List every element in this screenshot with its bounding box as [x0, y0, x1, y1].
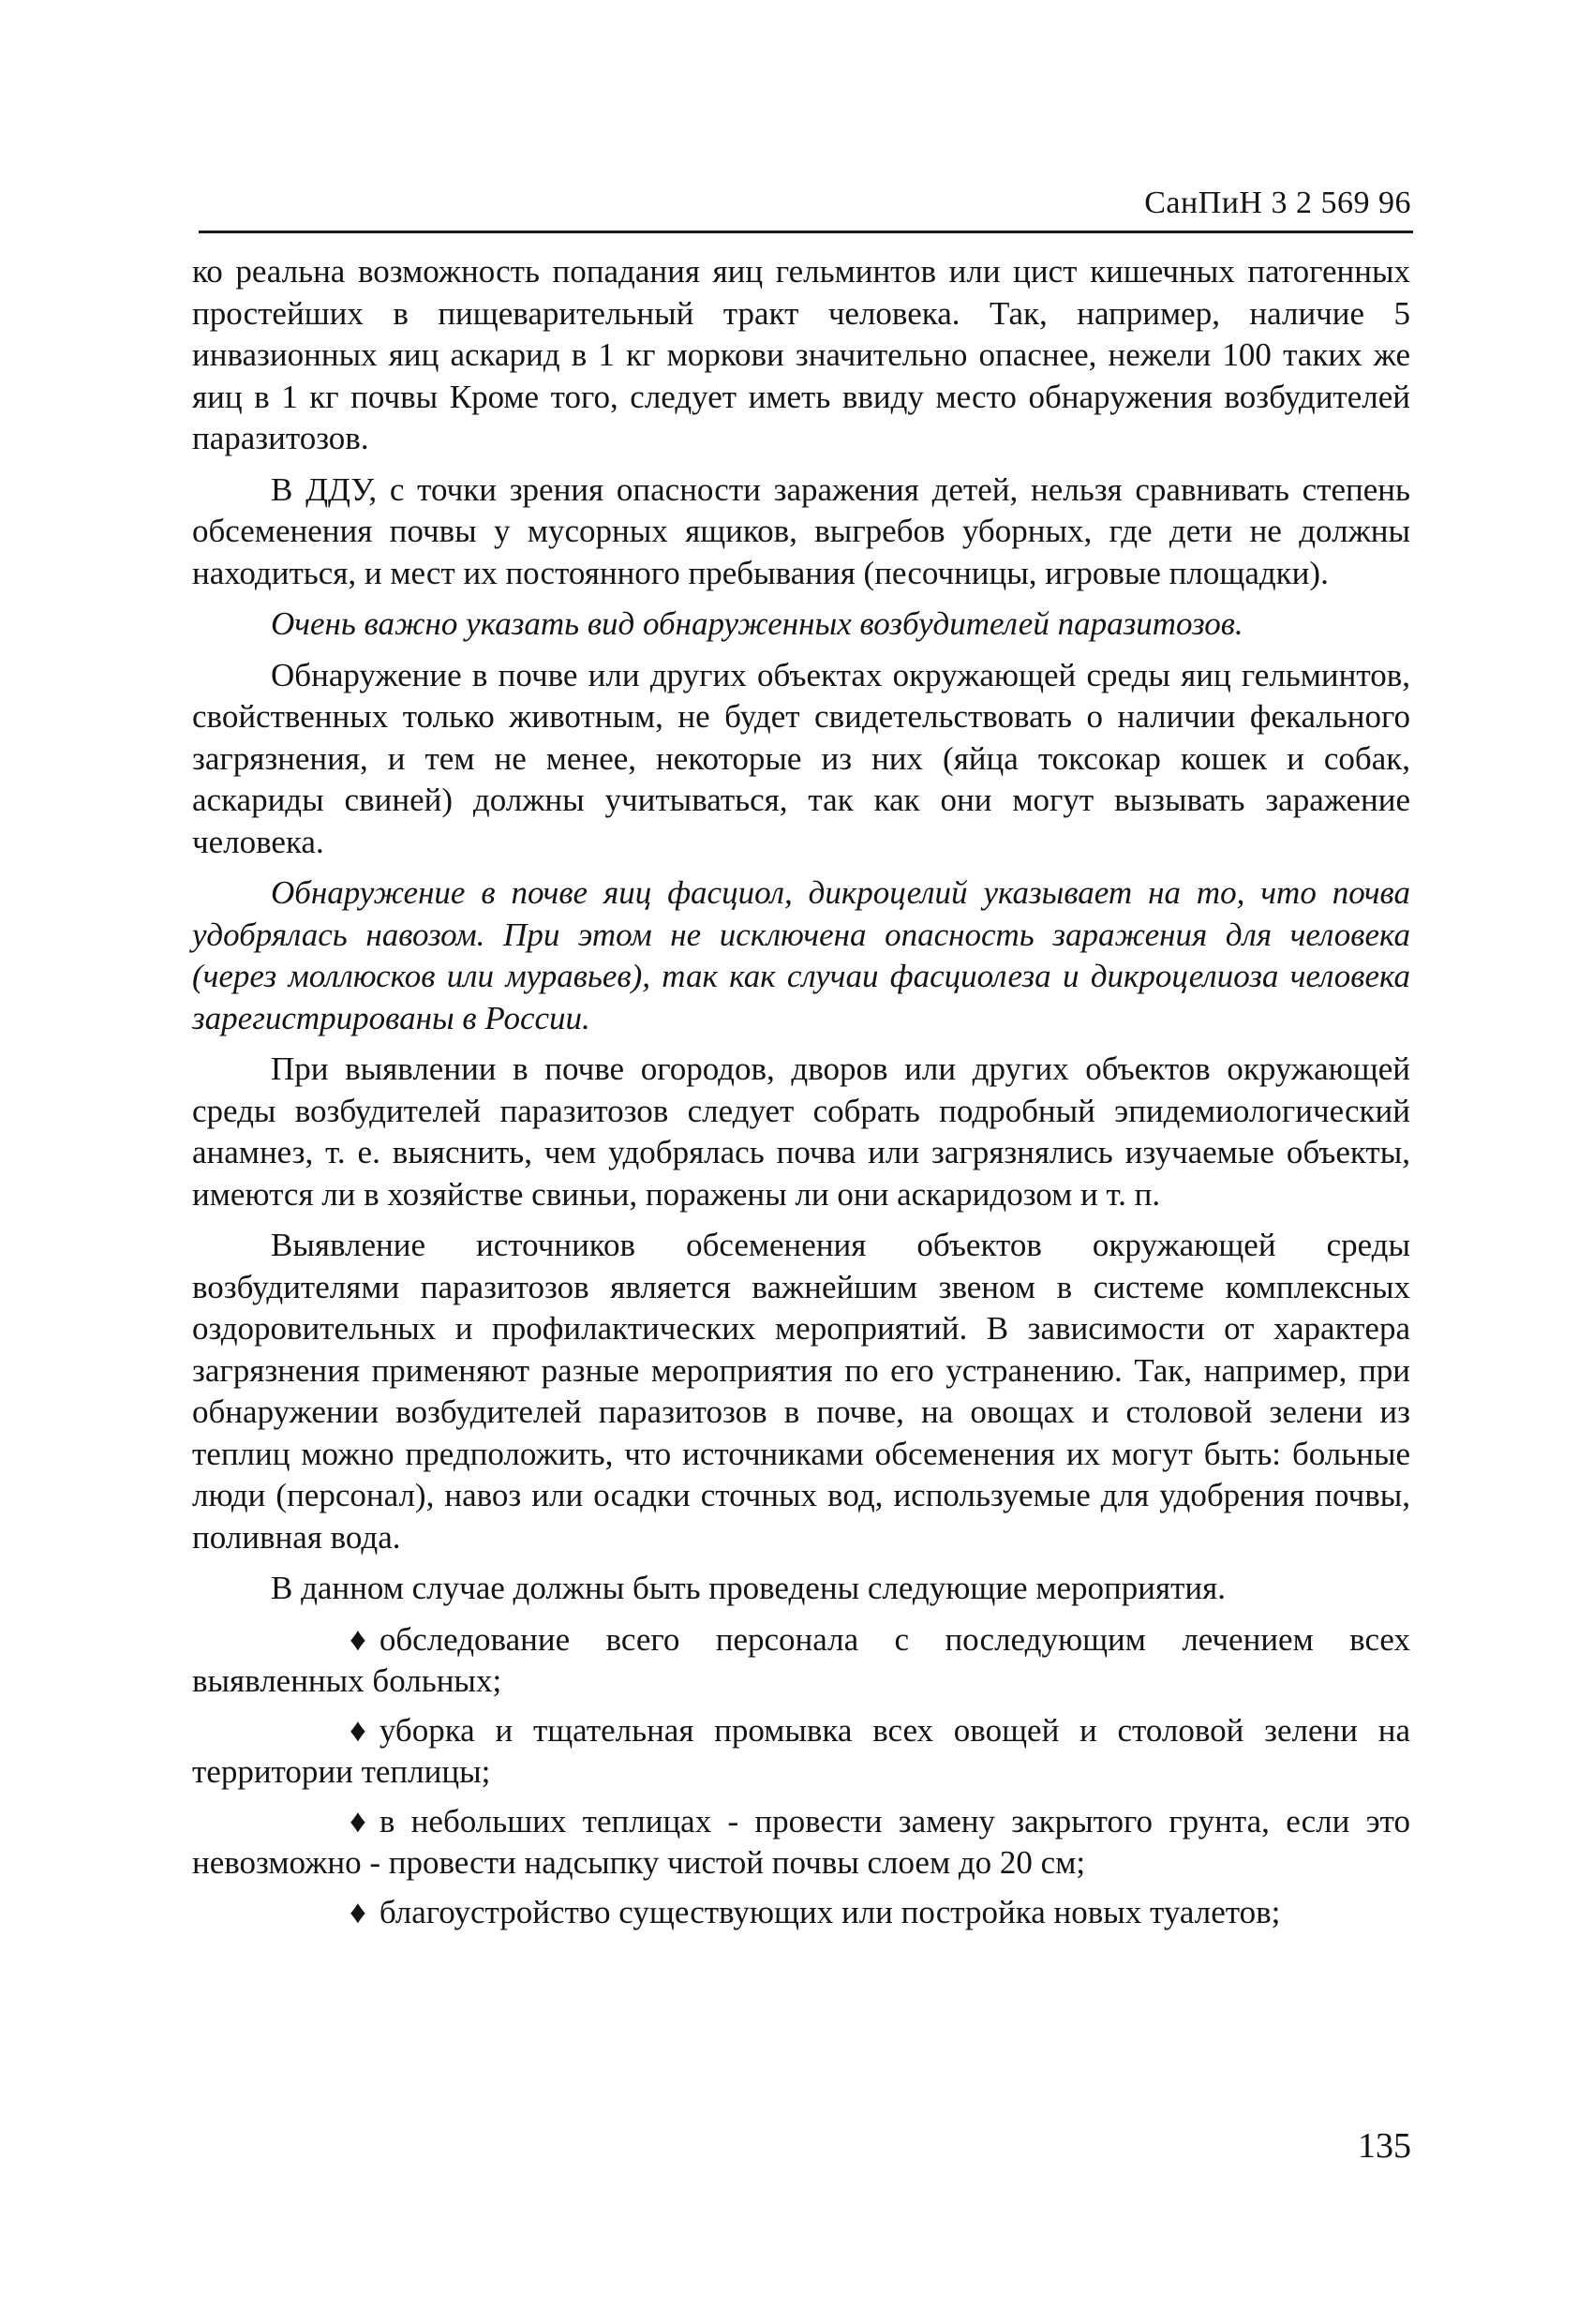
paragraph-animal-helminths: Обнаружение в почве или других объектах окружающей среды яиц гельминтов, свойственных только животным, не будет свидетельствовать о наличии фекального загрязнения, и тем не менее, некоторые из них (яйца токсокар кошек и собак, аскариды свиней) должны учитываться, так как они могут вызывать заражение человека.: [192, 656, 1410, 860]
paragraph-measures-intro: В данном случае должны быть проведены следующие мероприятия.: [271, 1570, 1226, 1606]
list-item: [192, 1710, 1410, 1794]
paragraph-important-note: Очень важно указать вид обнаруженных возбудителей паразитозов.: [271, 605, 1243, 642]
paragraph-continuation: ко реальна возможность попадания яиц гельминтов или цист кишечных патогенных простейших в пищеварительный тракт человека. Так, например, наличие 5 инвазионных яиц аскарид в 1 кг моркови значительно опаснее, нежели 100 таких же яиц в 1 кг почвы Кроме того, следует иметь ввиду место обнаружения возбудителей паразитозов.: [192, 253, 1410, 456]
paragraph-anamnesis: При выявлении в почве огородов, дворов или других объектов окружающей среды возбудителей паразитозов следует собрать подробный эпидемиологический анамнез, т. е. выяснить, чем удобрялась почва или загрязнялись изучаемые объекты, имеются ли в хозяйстве свиньи, поражены ли они аскаридозом и т. п.: [192, 1050, 1410, 1213]
list-item-text: обследование всего персонала с последующим лечением всех выявленных больных;: [192, 1620, 1410, 1699]
header-rule: [199, 231, 1413, 233]
diamond-bullet-icon: ♦: [350, 1802, 366, 1840]
diamond-bullet-icon: ♦: [350, 1893, 366, 1930]
paragraph-fasciola: Обнаружение в почве яиц фасциол, дикроцелий указывает на то, что почва удобрялась навозом. При этом не исключена опасность заражения для человека (через моллюсков или муравьев), так как случаи фасциолеза и дикроцелиоза человека зарегистрированы в России.: [192, 874, 1410, 1036]
list-item-text: уборка и тщательная промывка всех овощей и столовой зелени на территории теплицы;: [192, 1711, 1410, 1790]
list-item: [192, 1619, 1410, 1703]
list-item-text: благоустройство существующих или постройка новых туалетов;: [379, 1893, 1281, 1930]
list-item-text: в небольших теплицах - провести замену закрытого грунта, если это невозможно - провести надсыпку чистой почвы слоем до 20 см;: [192, 1802, 1410, 1881]
list-item: [192, 1801, 1410, 1885]
diamond-bullet-icon: ♦: [350, 1620, 366, 1658]
paragraph-sources: Выявление источников обсеменения объектов окружающей среды возбудителями паразитозов является важнейшим звеном в системе комплексных оздоровительных и профилактических мероприятий. В зависимости от характера загрязнения применяют разные мероприятия по его устранению. Так, например, при обнаружении возбудителей паразитозов в почве, на овощах и столовой зелени из теплиц можно предположить, что источниками обсеменения их могут быть: больные люди (персонал), навоз или осадки сточных вод, используемые для удобрения почвы, поливная вода.: [192, 1227, 1410, 1556]
page-number: 135: [1358, 2126, 1411, 2166]
list-item: [192, 1892, 1410, 1934]
body-text: [192, 251, 1410, 1941]
paragraph-ddu: В ДДУ, с точки зрения опасности заражения детей, нельзя сравнивать степень обсеменения почвы у мусорных ящиков, выгребов уборных, где дети не должны находиться, и мест их постоянного пребывания (песочницы, игровые площадки).: [192, 470, 1410, 591]
diamond-bullet-icon: ♦: [350, 1711, 366, 1749]
running-head-title: СанПиН 3 2 569 96: [1144, 186, 1411, 220]
